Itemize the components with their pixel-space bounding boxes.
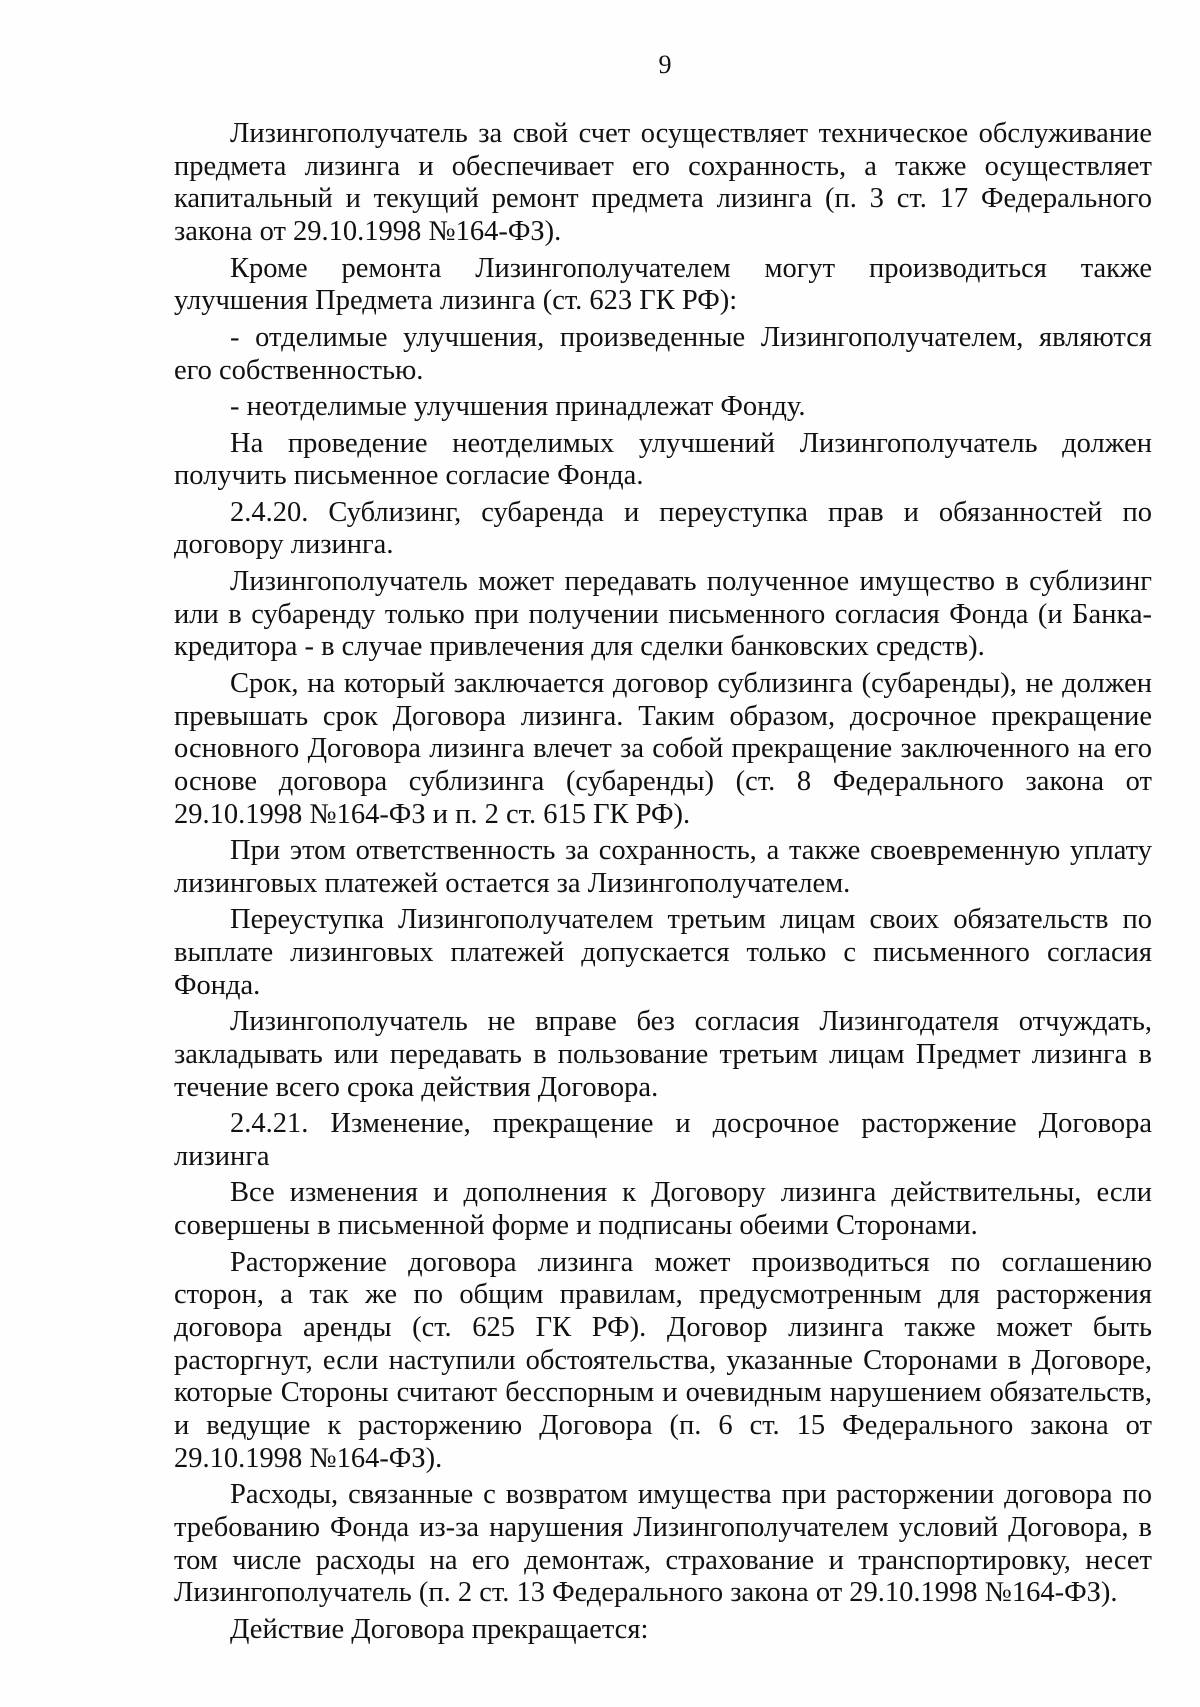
page-number: 9 bbox=[658, 50, 672, 79]
paragraph: Лизингополучатель может передавать полученное имущество в сублизинг или в субаренду только при получении письменного согласия Фонда (и Банка-кредитора - в случае привлечения для сделки банковских средств). bbox=[174, 565, 1152, 663]
paragraph: Кроме ремонта Лизингополучателем могут производиться также улучшения Предмета лизинга (ст. 623 ГК РФ): bbox=[174, 252, 1152, 317]
paragraph: Лизингополучатель за свой счет осуществляет техническое обслуживание предмета лизинга и обеспечивает его сохранность, а также осуществляет капитальный и текущий ремонт предмета лизинга (п. 3 ст. 17 Федерального закона от 29.10.1998 №164-ФЗ). bbox=[174, 118, 1152, 248]
paragraph: Лизингополучатель не вправе без согласия Лизингодателя отчуждать, закладывать или передавать в пользование третьим лицам Предмет лизинга в течение всего срока действия Договора. bbox=[174, 1006, 1152, 1103]
paragraph: Все изменения и дополнения к Договору лизинга действительны, если совершены в письменной форме и подписаны обеими Сторонами. bbox=[174, 1177, 1152, 1242]
paragraph: Срок, на который заключается договор сублизинга (субаренды), не должен превышать срок Договора лизинга. Таким образом, досрочное прекращение основного Договора лизинга влечет за собой прекращение заключенного на его основе договора сублизинга (субаренды) (ст. 8 Федерального закона от 29.10.1998 №164-ФЗ и п. 2 ст. 615 ГК РФ). bbox=[174, 667, 1152, 830]
paragraph: Расторжение договора лизинга может производиться по соглашению сторон, а так же по общим правилам, предусмотренным для расторжения договора аренды (ст. 625 ГК РФ). Договор лизинга также может быть расторгнут, если наступили обстоятельства, указанные Сторонами в Договоре, которые Стороны считают бесспорным и очевидным нарушением обязательств, и ведущие к расторжению Договора (п. 6 ст. 15 Федерального закона от 29.10.1998 №164-ФЗ). bbox=[174, 1246, 1152, 1474]
paragraph: Действие Договора прекращается: bbox=[230, 1613, 649, 1645]
paragraph: Переуступка Лизингополучателем третьим лицам своих обязательств по выплате лизинговых платежей допускается только с письменного согласия Фонда. bbox=[174, 904, 1152, 1001]
paragraph: При этом ответственность за сохранность, а также своевременную уплату лизинговых платежей остается за Лизингополучателем. bbox=[174, 835, 1152, 899]
paragraph: Расходы, связанные с возвратом имущества при расторжении договора по требованию Фонда из-за нарушения Лизингополучателем условий Договора, в том числе расходы на его демонтаж, страхование и транспортировку, несет Лизингополучатель (п. 2 ст. 13 Федерального закона от 29.10.1998 №164-ФЗ). bbox=[174, 1479, 1152, 1609]
paragraph: На проведение неотделимых улучшений Лизингополучатель должен получить письменное согласие Фонда. bbox=[174, 427, 1152, 492]
section-heading: 2.4.20. Сублизинг, субаренда и переуступка прав и обязанностей по договору лизинга. bbox=[174, 496, 1152, 561]
paragraph: - неотделимые улучшения принадлежат Фонду. bbox=[230, 391, 806, 423]
paragraph: - отделимые улучшения, произведенные Лизингополучателем, являются его собственностью. bbox=[174, 321, 1152, 386]
section-heading: 2.4.21. Изменение, прекращение и досрочное расторжение Договора лизинга bbox=[174, 1108, 1152, 1172]
document-body bbox=[174, 118, 1152, 1647]
